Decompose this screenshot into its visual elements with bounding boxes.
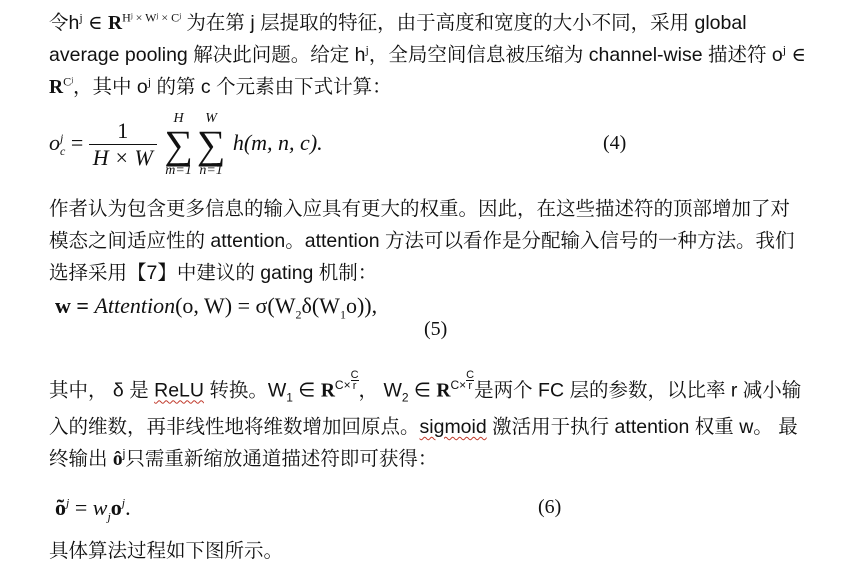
para4-line1: 具体算法过程如下图所示。 xyxy=(49,540,284,562)
eq-sup: j xyxy=(60,130,64,145)
text: average pooling 解决此问题。给定 h xyxy=(49,44,366,66)
real-set-symbol: R xyxy=(107,13,123,34)
para2-line1: 作者认为包含更多信息的输入应具有更大的权重。因此，在这些描述符的顶部增加了对 xyxy=(49,198,791,220)
text: 只需重新缩放通道描述符即可获得： xyxy=(125,448,438,470)
para3-line2 xyxy=(49,414,798,440)
superscript: C× xyxy=(334,378,351,392)
relu-term: ReLU xyxy=(154,379,204,402)
element-of-symbol: ∈ xyxy=(791,45,806,66)
eq-part: o)), xyxy=(345,293,378,318)
equation-number-5: (5) xyxy=(424,318,448,340)
dimension-superscript: Cʲ xyxy=(63,74,73,89)
mini-fraction xyxy=(351,370,359,391)
sum-lower: n=1 xyxy=(199,162,223,178)
equation-5 xyxy=(55,291,377,321)
superscript: C× xyxy=(450,378,467,392)
dimension-superscript: Hʲ × Wʲ × Cʲ xyxy=(122,10,181,25)
real-set-symbol: R xyxy=(49,77,64,98)
subscript: 2 xyxy=(295,307,302,322)
text: 终输出 xyxy=(49,448,113,470)
text: 入的维数，再非线性地将维数增加回原点。 xyxy=(49,416,420,438)
para2-line3: 选择采用【7】中建议的 gating 机制： xyxy=(49,262,378,284)
eq-part: (o, W) = σ(W xyxy=(175,293,296,318)
mini-num: C xyxy=(466,369,475,381)
eq-lhs: o xyxy=(49,130,60,155)
sum-lower: m=1 xyxy=(165,162,192,178)
equation-4 xyxy=(49,108,323,180)
superscript: j xyxy=(365,42,369,57)
eq-part: δ(W xyxy=(301,293,340,318)
para3-line3 xyxy=(49,446,437,473)
sigma-symbol: ∑ xyxy=(196,121,226,167)
sum-upper: H xyxy=(173,110,184,126)
text: 是两个 FC 层的参数，以比率 r 减小输 xyxy=(474,379,802,402)
sum-upper: W xyxy=(205,110,217,126)
eq-part: w = xyxy=(55,293,95,318)
text: 的第 c 个元素由下式计算： xyxy=(156,76,392,98)
real-set-symbol: R xyxy=(320,380,335,402)
numerator: 1 xyxy=(89,118,157,145)
weight-symbol: w xyxy=(92,495,108,520)
mini-num: C xyxy=(350,369,359,381)
text: 转换。W xyxy=(203,379,287,402)
eq-sub: c xyxy=(60,143,66,158)
o-tilde: õ xyxy=(55,495,66,520)
para1-line2 xyxy=(49,42,806,69)
text: 激活用于执行 attention 权重 w。 最 xyxy=(486,416,798,438)
attention-function: Attention xyxy=(94,293,176,318)
o-hat: ô xyxy=(112,449,123,470)
sum-n xyxy=(197,111,226,179)
real-set-symbol: R xyxy=(436,380,451,402)
para3-line1 xyxy=(49,370,801,405)
subscript: 1 xyxy=(339,307,346,322)
element-of-symbol: ∈ xyxy=(88,13,103,34)
superscript: j xyxy=(79,10,83,25)
sigmoid-term: sigmoid xyxy=(419,416,487,438)
para1-line3 xyxy=(49,74,392,101)
text: ，全局空间信息被压缩为 channel-wise 描述符 o xyxy=(368,44,783,66)
mini-den: r xyxy=(468,380,472,392)
mini-fraction xyxy=(466,370,474,391)
sum-m xyxy=(164,111,193,179)
equation-6 xyxy=(55,493,131,523)
equals-sign: = xyxy=(69,495,93,520)
eq-body: h(m, n, c). xyxy=(232,130,323,155)
text: 为在第 j 层提取的特征，由于高度和宽度的大小不同，采用 global xyxy=(186,12,747,34)
superscript: j xyxy=(147,74,152,89)
subscript: j xyxy=(107,509,111,524)
text: ，其中 o xyxy=(72,76,148,98)
subscript: 1 xyxy=(286,390,293,405)
text: ∈ xyxy=(292,379,321,402)
text: ， W xyxy=(358,379,402,402)
equals-sign: = xyxy=(70,130,84,155)
equation-number-6: (6) xyxy=(538,496,562,518)
sigma-symbol: ∑ xyxy=(164,121,193,167)
equation-number-4: (4) xyxy=(603,132,627,154)
superscript: j xyxy=(66,495,70,510)
o-symbol: o xyxy=(110,495,122,520)
period: . xyxy=(125,495,131,520)
superscript: j xyxy=(782,42,787,57)
superscript: j xyxy=(121,495,126,510)
fraction xyxy=(89,118,157,171)
subscript: 2 xyxy=(401,390,409,405)
mini-den: r xyxy=(352,380,357,392)
para1-line1 xyxy=(49,10,747,37)
denominator: H × W xyxy=(92,145,153,171)
text: 令h xyxy=(49,12,80,34)
text: 其中， δ 是 xyxy=(49,379,155,402)
text: ∈ xyxy=(408,379,437,402)
superscript: j xyxy=(122,446,126,461)
para2-line2: 模态之间适应性的 attention。attention 方法可以看作是分配输入信号的一种方法。我们 xyxy=(49,230,795,252)
